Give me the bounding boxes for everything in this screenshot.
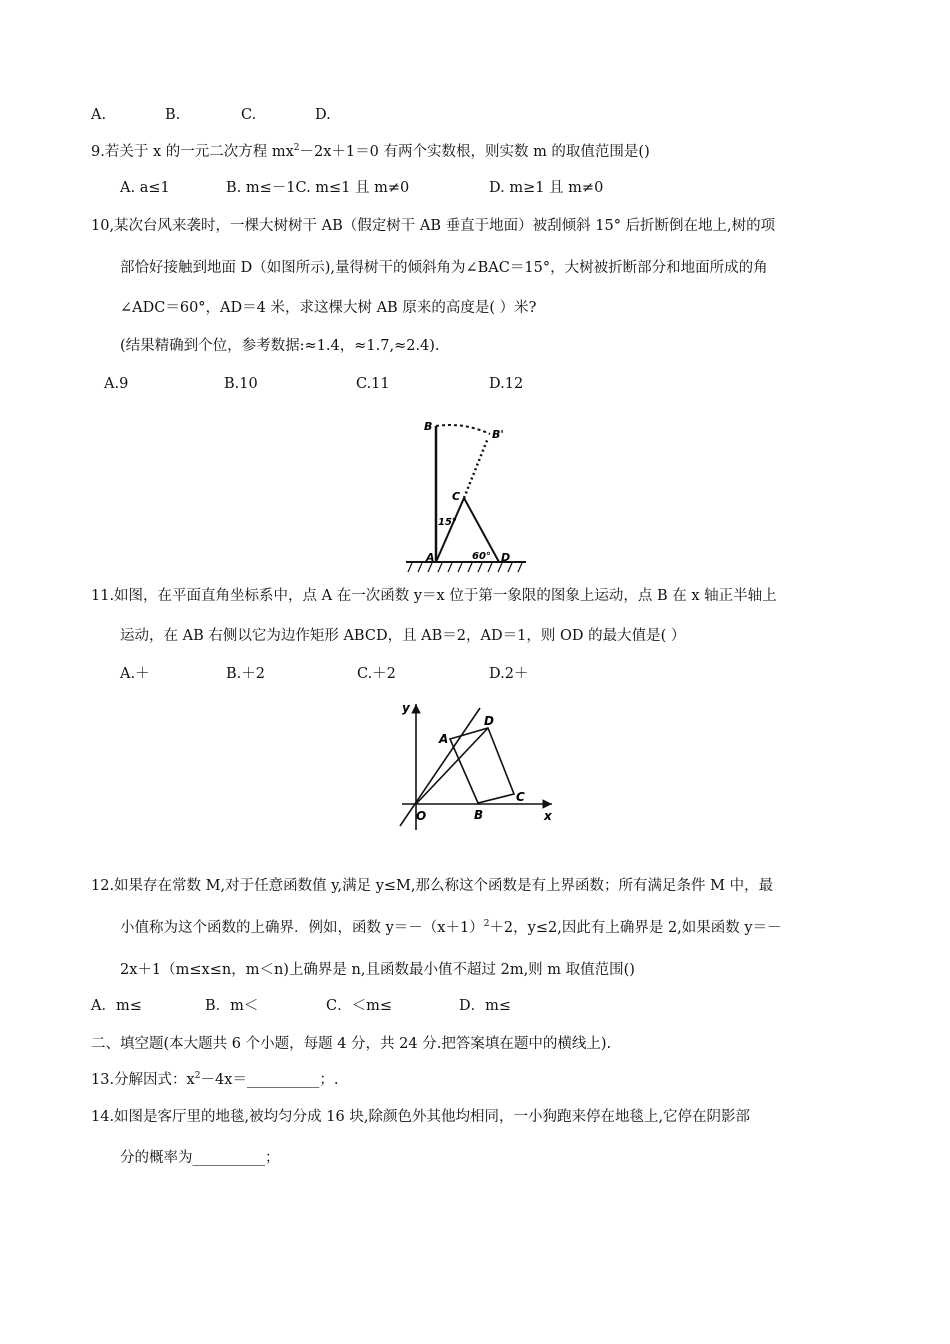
label-a: A (426, 551, 435, 564)
question-10-line-3: ∠ADC＝60°，AD＝4 米，求这棵大树 AB 原来的高度是( ）米? (120, 300, 537, 316)
label-x-axis: x (544, 809, 552, 823)
question-11-line-2: 运动，在 AB 右侧以它为边作矩形 ABCD，且 AB＝2，AD＝1，则 OD 的最大值是( ） (120, 628, 686, 644)
question-11-option-c: C.＋2 (357, 666, 396, 682)
question-10-tree-figure (404, 412, 534, 580)
label-b-prime: B' (492, 428, 504, 441)
question-12-option-d: D．m≤ (459, 998, 512, 1014)
question-9-option-d: D. m≥1 且 m≠0 (489, 180, 604, 196)
question-10-option-b: B.10 (224, 376, 258, 392)
section-2-heading: 二、填空题(本大题共 6 个小题，每题 4 分，共 24 分.把答案填在题中的横线上). (91, 1036, 612, 1052)
label-b: B (474, 808, 484, 822)
question-12-line-1: 12.如果存在常数 M,对于任意函数值 y,满足 y≤M,那么称这个函数是有上界函数；所有满足条件 M 中，最 (91, 878, 774, 894)
label-o: O (416, 809, 427, 823)
question-14-line-1: 14.如图是客厅里的地毯,被均匀分成 16 块,除颜色外其他均相同，一小狗跑来停在地毯上,它停在阴影部 (91, 1109, 751, 1125)
question-10-line-2: 部恰好接触到地面 D（如图所示),量得树干的倾斜角为∠BAC＝15°，大树被折断部分和地面所成的角 (120, 260, 768, 276)
ground-hatching (408, 563, 522, 572)
question-11-coordinate-figure (392, 696, 562, 834)
question-12-line-3: 2x＋1（m≤x≤n，m＜n)上确界是 n,且函数最小值不超过 2m,则 m 取值范围() (120, 962, 635, 978)
option-a: A. (91, 107, 107, 123)
label-y-axis: y (402, 701, 410, 715)
question-9-option-b: B. m≤－1C. m≤1 且 m≠0 (226, 180, 410, 196)
question-10-option-d: D.12 (489, 376, 524, 392)
question-11-option-a: A.＋ (120, 666, 150, 682)
option-d: D. (315, 107, 331, 123)
question-11-option-b: B.＋2 (226, 666, 265, 682)
question-10-option-c: C.11 (356, 376, 390, 392)
question-13: 13.分解因式：$x^2-4x=\_\_\_\_\_\_\_\_\_\_$；. (91, 1071, 339, 1088)
label-d: D (501, 551, 511, 564)
question-10-option-a: A.9 (104, 376, 129, 392)
option-b: B. (165, 107, 181, 123)
question-14-line-2: 分的概率为__________； (120, 1150, 280, 1166)
question-12-option-a: A．m≤ (91, 998, 142, 1014)
question-10-line-1: 10,某次台风来袭时，一棵大树树干 AB（假定树干 AB 垂直于地面）被刮倾斜 15° 后折断倒在地上,树的项 (91, 218, 776, 234)
question-11-option-d: D.2＋ (489, 666, 529, 682)
question-12-option-b: B．m＜ (205, 998, 259, 1014)
label-a: A (439, 732, 449, 746)
label-b: B (424, 420, 433, 433)
label-d: D (484, 714, 494, 728)
label-c: C (516, 790, 525, 804)
question-12-line-2: 小值称为这个函数的上确界．例如，函数 $y=-(x+1)^2+2$，y≤2,因此有上确界是 2,如果函数 y＝－ (120, 919, 782, 936)
question-9-stem: 9.若关于 x 的一元二次方程 $mx^2-2x+1=0$ 有两个实数根，则实数 m 的取值范围是() (91, 143, 650, 160)
question-11-line-1: 11.如图，在平面直角坐标系中，点 A 在一次函数 y＝x 位于第一象限的图象上运动，点 B 在 x 轴正半轴上 (91, 588, 777, 604)
label-15-degree: 15° (438, 517, 457, 528)
option-c: C. (241, 107, 257, 123)
label-60-degree: 60° (472, 551, 491, 562)
question-9-option-a: A. a≤1 (120, 180, 170, 196)
label-c: C (452, 490, 461, 503)
question-12-option-c: C．＜m≤ (326, 998, 392, 1014)
question-10-line-4: (结果精确到个位，参考数据:≈1.4，≈1.7,≈2.4). (120, 338, 440, 354)
